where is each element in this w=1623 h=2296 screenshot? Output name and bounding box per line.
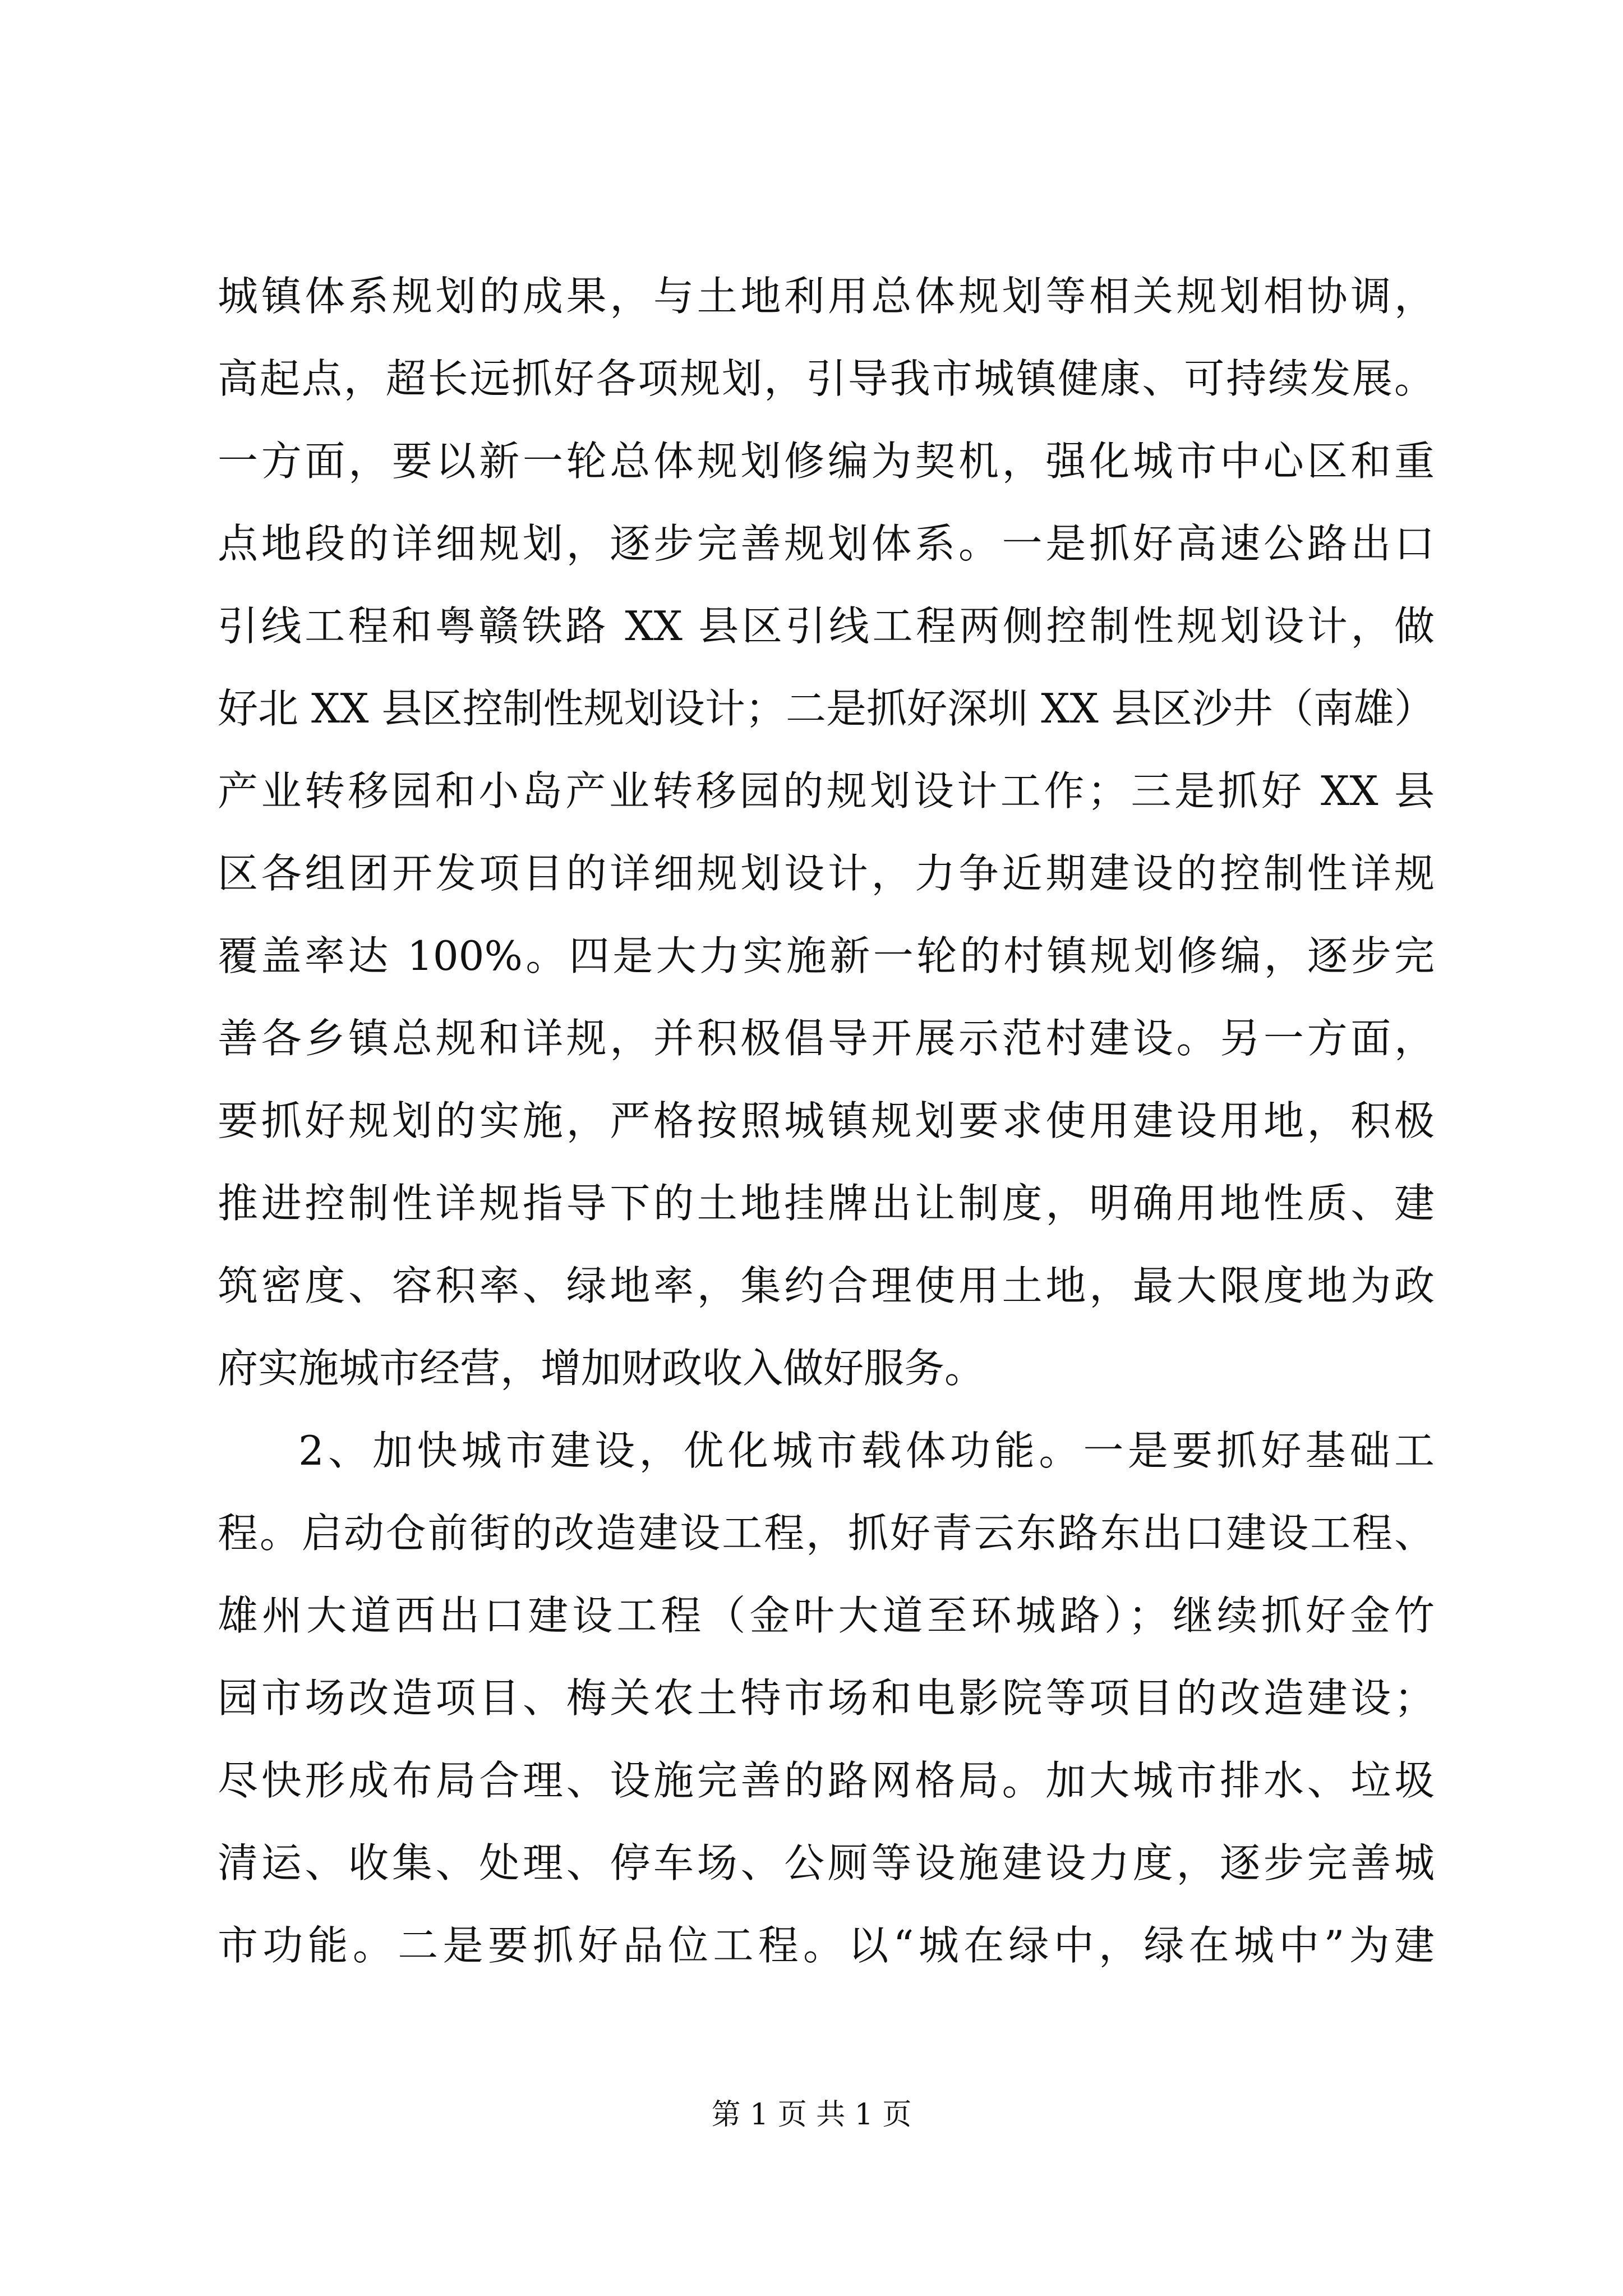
text-line: 推进控制性详规指导下的土地挂牌出让制度，明确用地性质、建 — [218, 1180, 1435, 1227]
text-line: 好北 XX 县区控制性规划设计；二是抓好深圳 XX 县区沙井（南雄） — [218, 685, 1435, 732]
document-body — [218, 255, 1435, 1987]
text-line: 市功能。二是要抓好品位工程。以“城在绿中，绿在城中”为建 — [218, 1922, 1435, 1969]
text-line: 点地段的详细规划，逐步完善规划体系。一是抓好高速公路出口 — [218, 520, 1435, 567]
text-line: 2、加快城市建设，优化城市载体功能。一是要抓好基础工 — [298, 1427, 1435, 1474]
page-number-label: 第 1 页 共 1 页 — [711, 2098, 912, 2132]
text-line: 园市场改造项目、梅关农土特市场和电影院等项目的改造建设； — [218, 1674, 1435, 1722]
text-line: 区各组团开发项目的详细规划设计，力争近期建设的控制性详规 — [218, 850, 1435, 897]
text-line: 筑密度、容积率、绿地率，集约合理使用土地，最大限度地为政 — [218, 1262, 1435, 1309]
text-line: 产业转移园和小岛产业转移园的规划设计工作；三是抓好 XX 县 — [218, 767, 1435, 815]
page-footer — [0, 2098, 1623, 2132]
text-line: 引线工程和粤赣铁路 XX 县区引线工程两侧控制性规划设计，做 — [218, 602, 1435, 650]
paragraph-1 — [218, 255, 1435, 1410]
text-line: 府实施城市经营，增加财政收入做好服务。 — [218, 1345, 985, 1392]
paragraph-2 — [218, 1410, 1435, 1987]
text-line: 程。启动仓前街的改造建设工程，抓好青云东路东出口建设工程、 — [218, 1510, 1435, 1557]
text-line: 雄州大道西出口建设工程（金叶大道至环城路）；继续抓好金竹 — [218, 1592, 1435, 1639]
text-line: 善各乡镇总规和详规，并积极倡导开展示范村建设。另一方面， — [218, 1015, 1435, 1062]
text-line: 一方面，要以新一轮总体规划修编为契机，强化城市中心区和重 — [218, 438, 1435, 485]
text-line: 城镇体系规划的成果，与土地利用总体规划等相关规划相协调， — [218, 273, 1435, 320]
text-line: 要抓好规划的实施，严格按照城镇规划要求使用建设用地，积极 — [218, 1097, 1435, 1144]
text-line: 覆盖率达 100%。四是大力实施新一轮的村镇规划修编，逐步完 — [218, 932, 1435, 979]
text-line: 尽快形成布局合理、设施完善的路网格局。加大城市排水、垃圾 — [218, 1757, 1435, 1804]
text-line: 高起点，超长远抓好各项规划，引导我市城镇健康、可持续发展。 — [218, 355, 1435, 402]
text-line: 清运、收集、处理、停车场、公厕等设施建设力度，逐步完善城 — [218, 1839, 1435, 1887]
